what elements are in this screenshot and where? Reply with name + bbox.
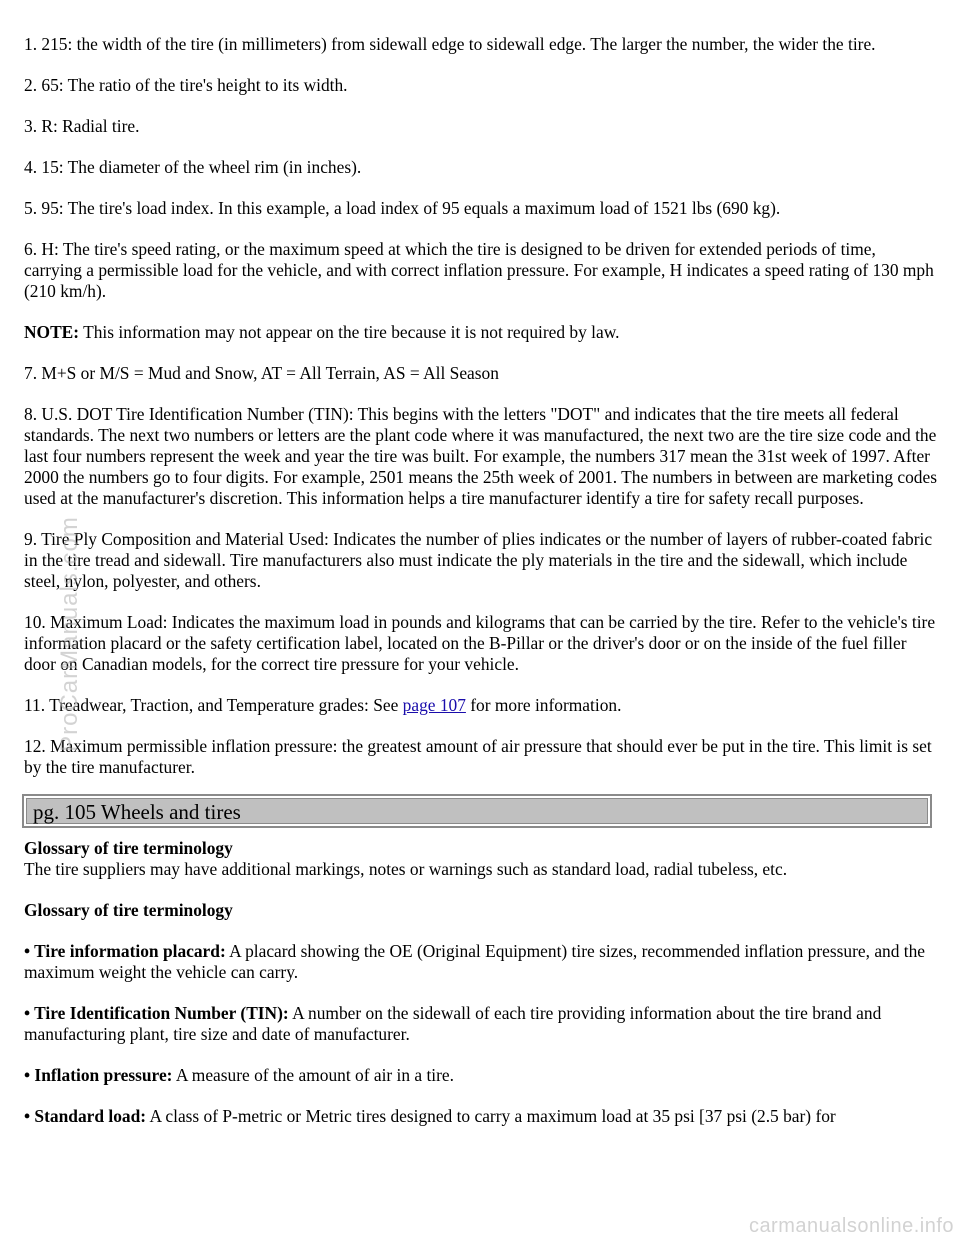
term-label: • Tire information placard: — [24, 941, 226, 961]
term-definition: A number on the sidewall of each tire providing information about the tire brand and manufacturing plant, tire size and date of manufacturer. — [24, 1003, 882, 1044]
term-definition: A placard showing the OE (Original Equipment) tire sizes, recommended inflation pressure, and the maximum weight the vehicle can carry. — [24, 941, 926, 982]
document-page — [24, 34, 938, 1147]
glossary-heading: Glossary of tire terminology — [24, 838, 233, 858]
page-107-link[interactable]: page 107 — [402, 695, 466, 715]
note-text: This information may not appear on the tire because it is not required by law. — [79, 322, 620, 342]
item-6: 6. H: The tire's speed rating, or the maximum speed at which the tire is designed to be driven for extended periods of time, carrying a permissible load for the vehicle, and with correct inflation pressure. For example, H indicates a speed rating of 130 mph (210 km/h). — [24, 239, 934, 301]
term-label: • Tire Identification Number (TIN): — [24, 1003, 289, 1023]
item-4: 4. 15: The diameter of the wheel rim (in inches). — [24, 157, 362, 177]
item-8: 8. U.S. DOT Tire Identification Number (TIN): This begins with the letters "DOT" and indicates that the tire meets all federal standards. The next two numbers or letters are the plant code where it was manufactured, the next two are the tire size code and the last four numbers represent the week and year the tire was built. For example, the numbers 317 mean the 31st week of 1997. After 2000 the numbers go to four digits. For example, 2501 means the 25th week of 2001. The numbers in between are marketing codes used at the manufacturer's discretion. This information helps a tire manufacturer identify a tire for safety recall purposes. — [24, 404, 937, 508]
note-paragraph — [24, 322, 938, 343]
section-title: pg. 105 Wheels and tires — [26, 798, 928, 824]
term-definition: A measure of the amount of air in a tire. — [172, 1065, 454, 1085]
term-label: • Inflation pressure: — [24, 1065, 173, 1085]
glossary-term-placard — [24, 941, 938, 983]
note-label: NOTE: — [24, 322, 80, 342]
term-definition: A class of P-metric or Metric tires designed to carry a maximum load at 35 psi [37 psi (2.5 bar) for — [146, 1106, 836, 1126]
glossary-term-inflation — [24, 1065, 938, 1086]
item-3: 3. R: Radial tire. — [24, 116, 140, 136]
bottom-watermark: carmanualsonline.info — [748, 1215, 954, 1237]
item-11-before: 11. Treadwear, Traction, and Temperature grades: See — [24, 695, 403, 715]
item-11 — [24, 695, 938, 716]
glossary-intro: The tire suppliers may have additional markings, notes or warnings such as standard load, radial tubeless, etc. — [24, 859, 788, 879]
item-2: 2. 65: The ratio of the tire's height to its width. — [24, 75, 348, 95]
side-watermark: ProCarManuals.com — [55, 516, 83, 752]
item-5: 5. 95: The tire's load index. In this example, a load index of 95 equals a maximum load of 1521 lbs (690 kg). — [24, 198, 781, 218]
glossary-heading-2 — [24, 900, 938, 921]
item-11-after: for more information. — [465, 695, 622, 715]
item-7: 7. M+S or M/S = Mud and Snow, AT = All Terrain, AS = All Season — [24, 363, 499, 383]
section-header — [22, 794, 932, 828]
glossary-heading-2-text: Glossary of tire terminology — [24, 900, 233, 920]
glossary-term-standard-load — [24, 1106, 938, 1127]
item-12: 12. Maximum permissible inflation pressure: the greatest amount of air pressure that should ever be put in the tire. This limit is set by the tire manufacturer. — [24, 736, 932, 777]
glossary-term-tin — [24, 1003, 938, 1045]
term-label: • Standard load: — [24, 1106, 147, 1126]
item-10: 10. Maximum Load: Indicates the maximum load in pounds and kilograms that can be carried by the tire. Refer to the vehicle's tire information placard or the safety certification label, located on the B-Pillar or the driver's door or on the inside of the fuel filler door on Canadian models, for the correct tire pressure for your vehicle. — [24, 612, 936, 674]
item-1: 1. 215: the width of the tire (in millimeters) from sidewall edge to sidewall edge. The larger the number, the wider the tire. — [24, 34, 876, 54]
item-9: 9. Tire Ply Composition and Material Used: Indicates the number of plies indicates or the number of layers of rubber-coated fabric in the tire tread and sidewall. Tire manufacturers also must indicate the ply materials in the tire and the sidewall, which include steel, nylon, polyester, and others. — [24, 529, 933, 591]
glossary-intro-block — [24, 838, 938, 880]
